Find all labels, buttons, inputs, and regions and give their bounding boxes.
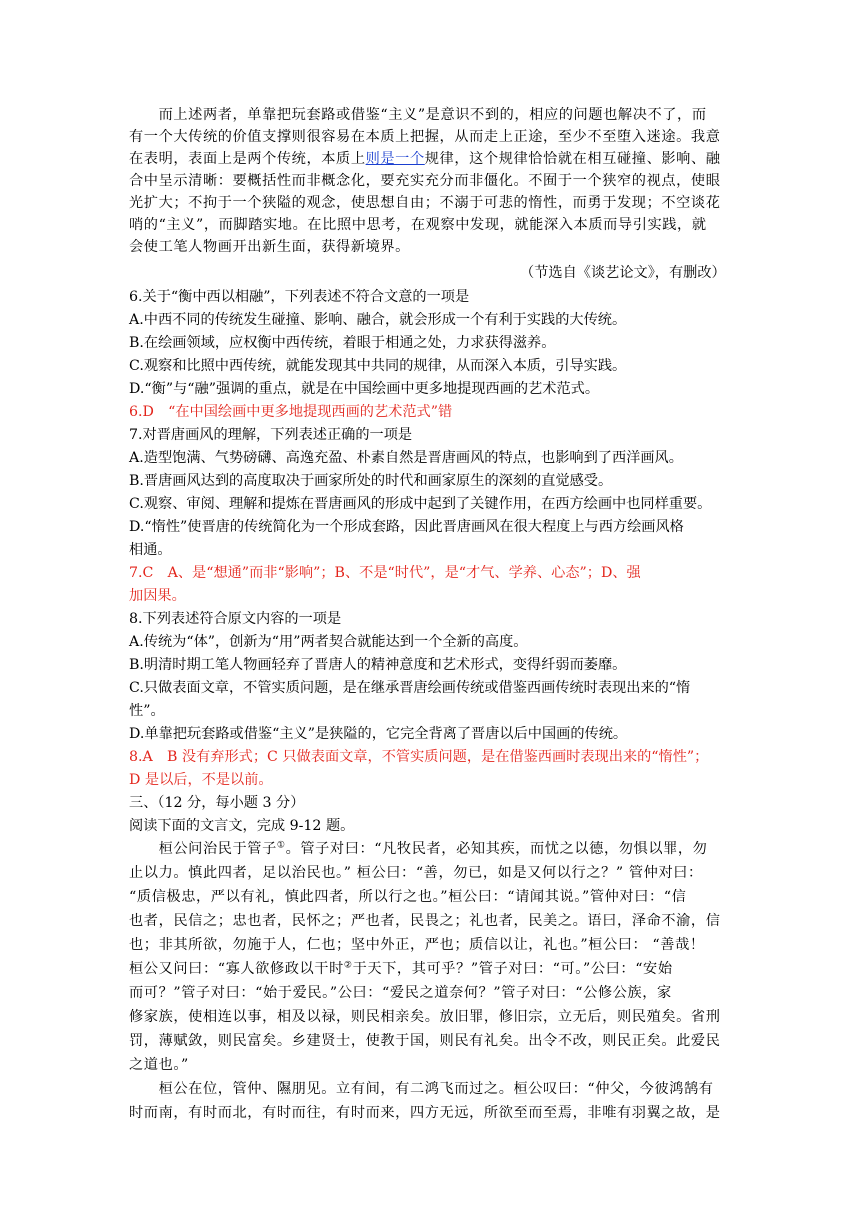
- q6-option-a: A.中西不同的传统发生碰撞、影响、融合，就会形成一个有利于实践的大传统。: [129, 312, 627, 328]
- passage-line-2: 有一个大传统的价值支撑则很容易在本质上把握，从而走上正途，至少不至堕入迷途。我意: [129, 129, 721, 145]
- classical-line-8: 修家族，使相连以事，相及以禄，则民相亲矣。放旧罪，修旧宗，立无后，则民殖矣。省刑: [129, 1009, 721, 1025]
- classical-line-4: 也者，民信之；忠也者，民怀之；严也者，民畏之；礼也者，民美之。语曰，泽命不渝，信: [129, 913, 721, 929]
- q8-option-b: B.明清时期工笔人物画轻弃了晋唐人的精神意度和艺术形式，变得纤弱而萎靡。: [129, 657, 627, 673]
- classical-line-10: 之道也。”: [129, 1057, 189, 1073]
- q7-option-d-cont: 相通。: [129, 542, 172, 558]
- q6-option-d: D.“衡”与“融”强调的重点，就是在中国绘画中更多地提现西画的艺术范式。: [129, 381, 600, 397]
- passage-line-1: 而上述两者，单靠把玩套路或借鉴“主义”是意识不到的，相应的问题也解决不了，而: [129, 107, 707, 123]
- q8-option-c: C.只做表面文章，不管实质问题，是在继承晋唐绘画传统或借鉴西画传统时表现出来的“惰: [129, 680, 691, 696]
- q7-option-d: D.“惰性”使晋唐的传统简化为一个形成套路，因此晋唐画风在很大程度上与西方绘画风格: [129, 519, 684, 535]
- q8-option-d: D.单靠把玩套路或借鉴“主义”是狭隘的，它完全背离了晋唐以后中国画的传统。: [129, 726, 628, 742]
- classical-line-5: 也；非其所欲，勿施于人，仁也；坚中外正，严也；质信以让，礼也。”桓公曰： “善哉！: [129, 937, 705, 953]
- section3-instruction: 阅读下面的文言文，完成 9-12 题。: [129, 818, 355, 834]
- q7-option-c: C.观察、审阅、理解和提炼在晋唐画风的形成中起到了关键作用，在西方绘画中也同样重要。: [129, 496, 712, 512]
- classical-line-11: 桓公在位，管仲、隰朋见。立有间，有二鸿飞而过之。桓公叹曰：“仲父，今彼鸿鹄有: [129, 1081, 714, 1097]
- q8-answer: 8.A B 没有弃形式；C 只做表面文章，不管实质问题，是在借鉴西画时表现出来的“惰性”；: [129, 749, 709, 765]
- q6-option-b: B.在绘画领域，应权衡中西传统，着眼于相通之处，力求获得滋养。: [129, 335, 556, 351]
- section3-title: 三、（12 分，每小题 3 分）: [129, 795, 305, 811]
- q6-answer: 6.D “在中国绘画中更多地提现西画的艺术范式”错: [129, 404, 453, 420]
- q8-stem: 8.下列表述符合原文内容的一项是: [129, 611, 342, 627]
- q7-answer: 7.C A、是“想通”而非“影响”；B、不是“时代”，是“才气、学养、心态”；D、强: [129, 565, 641, 581]
- classical-line-7: 而可？”管子对曰：“始于爱民。”公曰：“爱民之道奈何？”管子对曰：“公修公族，家: [129, 985, 672, 1001]
- classical-line-12: 时而南，有时而北，有时而往，有时而来，四方无远，所欲至而至焉，非唯有羽翼之故，是: [129, 1105, 721, 1121]
- footnote-marker-2: ②: [343, 960, 353, 971]
- q8-option-c-cont: 性”。: [129, 703, 165, 719]
- q7-answer-cont: 加因果。: [129, 588, 186, 604]
- classical-line-2: 止以力。慎此四者，足以治民也。” 桓公曰：“善，勿已，如是又何以行之？” 管仲对曰：: [129, 865, 703, 881]
- q8-answer-cont: D 是以后，不是以前。: [129, 772, 273, 788]
- classical-line-6: 桓公又问曰：“寡人欲修政以干时②于天下，其可乎？”管子对曰：“可。”公曰：“安始: [129, 960, 673, 977]
- passage-line-5: 光扩大；不拘于一个狭隘的观念，使思想自由；不溺于可悲的惰性，而勇于发现；不空谈花: [129, 195, 721, 211]
- classical-line-3: “质信极忠，严以有礼，慎此四者，所以行之也。”桓公曰：“请闻其说。”管仲对曰：“信: [129, 889, 687, 905]
- q6-stem: 6.关于“衡中西以相融”，下列表述不符合文意的一项是: [129, 289, 470, 305]
- footnote-marker-1: ①: [276, 840, 286, 851]
- q7-option-b: B.晋唐画风达到的高度取决于画家所处的时代和画家原生的深刻的直觉感受。: [129, 473, 613, 489]
- passage-line-4: 合中呈示清晰：要概括性而非概念化，要充实充分而非僵化。不囿于一个狭窄的视点，使眼: [129, 173, 721, 189]
- passage-line-6: 哨的“主义”，而脚踏实地。在比照中思考，在观察中发现，就能深入本质而导引实践，就: [129, 217, 707, 233]
- passage-source: （节选自《谈艺论文》，有删改）: [520, 265, 726, 281]
- classical-line-1: 桓公问治民于管子①。管子对曰：“凡牧民者，必知其疾，而忧之以德，勿惧以罪，勿: [129, 840, 708, 857]
- classical-line-9: 罚，薄赋敛，则民富矣。乡建贤士，使教于国，则民有礼矣。出令不改，则民正矣。此爱民: [129, 1033, 721, 1049]
- inline-link[interactable]: 则是一个: [365, 151, 425, 167]
- q7-option-a: A.造型饱满、气势磅礴、高逸充盈、朴素自然是晋唐画风的特点，也影响到了西洋画风。: [129, 450, 683, 466]
- passage-line-7: 会使工笔人物画开出新生面，获得新境界。: [129, 239, 410, 255]
- q7-stem: 7.对晋唐画风的理解，下列表述正确的一项是: [129, 427, 413, 443]
- q8-option-a: A.传统为“体”，创新为“用”两者契合就能达到一个全新的高度。: [129, 634, 528, 650]
- q6-option-c: C.观察和比照中西传统，就能发现其中共同的规律，从而深入本质，引导实践。: [129, 358, 627, 374]
- passage-line-3: 在表明，表面上是两个传统，本质上则是一个规律，这个规律恰恰就在相互碰撞、影响、融: [129, 151, 721, 167]
